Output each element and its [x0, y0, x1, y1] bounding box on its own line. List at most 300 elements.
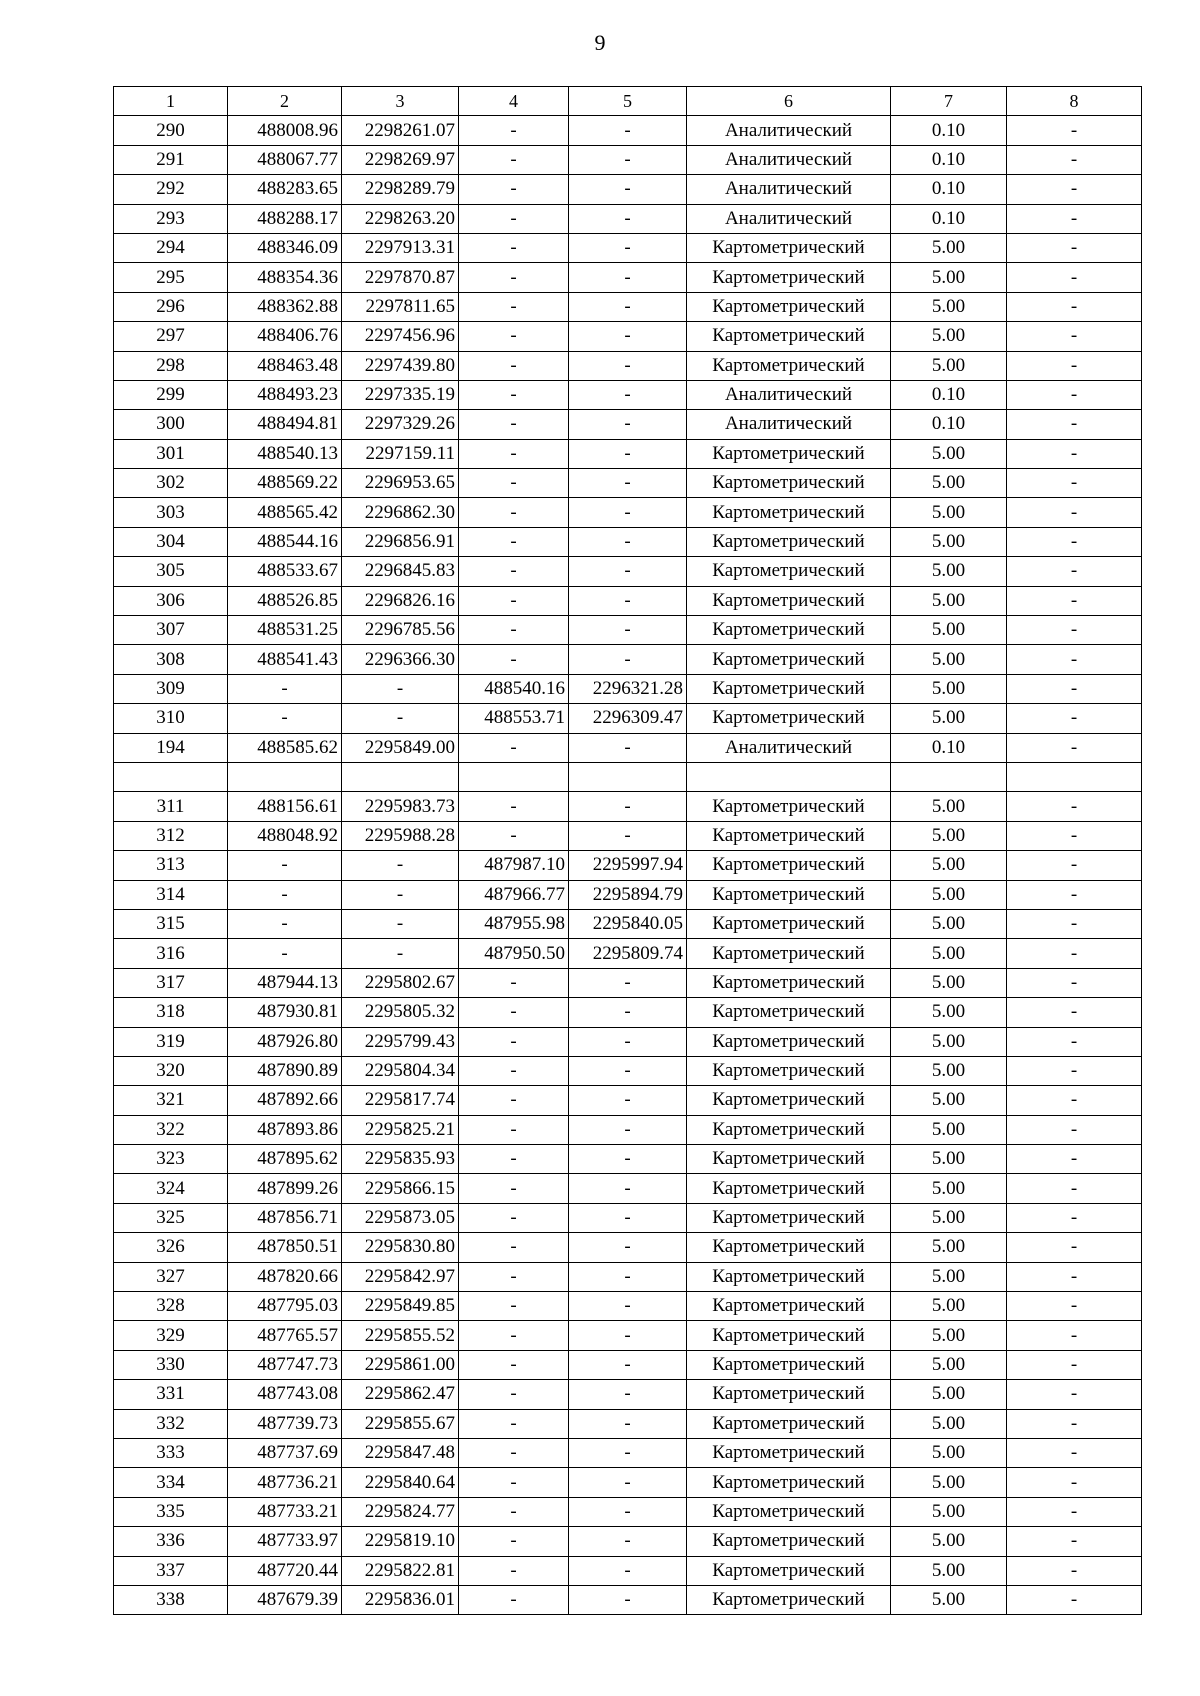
table-cell-col-7: [891, 762, 1007, 791]
table-cell-col-8: -: [1007, 1145, 1142, 1174]
table-row: [114, 1145, 1142, 1174]
table-cell-col-3: 2295849.85: [342, 1292, 459, 1321]
table-cell-col-2: 487765.57: [228, 1321, 342, 1350]
table-cell-col-2: 488067.77: [228, 145, 342, 174]
table-cell-col-5: -: [569, 616, 687, 645]
table-row: [114, 1086, 1142, 1115]
table-row: [114, 1321, 1142, 1350]
table-cell-col-8: -: [1007, 1203, 1142, 1232]
table-cell-col-3: -: [342, 880, 459, 909]
table-cell-col-6: Картометрический: [687, 851, 891, 880]
table-cell-col-2: 487944.13: [228, 968, 342, 997]
table-row: [114, 645, 1142, 674]
table-cell-col-2: 487736.21: [228, 1468, 342, 1497]
table-cell-col-5: -: [569, 380, 687, 409]
table-cell-col-3: 2295849.00: [342, 733, 459, 762]
table-cell-col-6: Картометрический: [687, 292, 891, 321]
table-cell-col-5: -: [569, 1438, 687, 1467]
table-cell-col-5: -: [569, 204, 687, 233]
table-cell-col-3: -: [342, 909, 459, 938]
table-cell-col-2: 487737.69: [228, 1438, 342, 1467]
table-row: [114, 792, 1142, 821]
table-cell-col-7: 0.10: [891, 204, 1007, 233]
table-cell-col-1: 309: [114, 674, 228, 703]
table-cell-col-6: Картометрический: [687, 439, 891, 468]
table-cell-col-7: 5.00: [891, 586, 1007, 615]
table-cell-col-8: -: [1007, 116, 1142, 145]
table-cell-col-7: 5.00: [891, 322, 1007, 351]
table-cell-col-4: -: [459, 410, 569, 439]
table-cell-col-3: -: [342, 674, 459, 703]
column-header-8: 8: [1007, 87, 1142, 116]
column-header-7: 7: [891, 87, 1007, 116]
table-cell-col-3: 2295855.52: [342, 1321, 459, 1350]
table-cell-col-7: 5.00: [891, 1438, 1007, 1467]
table-cell-col-2: 487856.71: [228, 1203, 342, 1232]
table-cell-col-4: -: [459, 292, 569, 321]
table-cell-col-1: 295: [114, 263, 228, 292]
table-cell-col-7: 5.00: [891, 1086, 1007, 1115]
table-cell-col-6: Картометрический: [687, 616, 891, 645]
table-cell-col-6: Аналитический: [687, 116, 891, 145]
table-cell-col-8: -: [1007, 469, 1142, 498]
column-header-1: 1: [114, 87, 228, 116]
table-cell-col-7: 5.00: [891, 1174, 1007, 1203]
table-cell-col-7: 5.00: [891, 557, 1007, 586]
table-cell-col-7: 5.00: [891, 1321, 1007, 1350]
table-cell-col-8: -: [1007, 1409, 1142, 1438]
table-cell-col-6: Аналитический: [687, 145, 891, 174]
table-row: [114, 233, 1142, 262]
table-cell-col-3: -: [342, 939, 459, 968]
table-cell-col-8: -: [1007, 733, 1142, 762]
coordinates-table: [113, 86, 1142, 1615]
table-row: [114, 1409, 1142, 1438]
table-cell-col-2: 488541.43: [228, 645, 342, 674]
table-row: [114, 880, 1142, 909]
table-cell-col-2: -: [228, 851, 342, 880]
table-cell-col-7: 5.00: [891, 1145, 1007, 1174]
table-cell-col-3: 2295847.48: [342, 1438, 459, 1467]
table-cell-col-8: -: [1007, 263, 1142, 292]
table-cell-col-5: -: [569, 1174, 687, 1203]
table-cell-col-6: Картометрический: [687, 1115, 891, 1144]
table-cell-col-5: [569, 762, 687, 791]
table-cell-col-3: 2296826.16: [342, 586, 459, 615]
table-header-row: [114, 87, 1142, 116]
table-cell-col-3: 2295842.97: [342, 1262, 459, 1291]
table-cell-col-3: 2298263.20: [342, 204, 459, 233]
table-row: [114, 439, 1142, 468]
table-cell-col-4: -: [459, 1409, 569, 1438]
table-cell-col-6: Картометрический: [687, 1556, 891, 1585]
table-cell-col-7: 5.00: [891, 1497, 1007, 1526]
table-cell-col-1: 335: [114, 1497, 228, 1526]
table-cell-col-8: -: [1007, 1527, 1142, 1556]
table-cell-col-8: -: [1007, 1438, 1142, 1467]
table-cell-col-3: 2295799.43: [342, 1027, 459, 1056]
table-row: [114, 145, 1142, 174]
table-cell-col-2: 488048.92: [228, 821, 342, 850]
table-row: [114, 1497, 1142, 1526]
table-cell-col-2: -: [228, 880, 342, 909]
table-cell-col-8: -: [1007, 586, 1142, 615]
page-number: 9: [594, 30, 606, 55]
table-cell-col-2: 487820.66: [228, 1262, 342, 1291]
table-cell-col-5: -: [569, 116, 687, 145]
table-cell-col-1: 322: [114, 1115, 228, 1144]
table-cell-col-2: 488540.13: [228, 439, 342, 468]
table-cell-col-5: -: [569, 351, 687, 380]
table-cell-col-2: 487890.89: [228, 1056, 342, 1085]
table-cell-col-1: 316: [114, 939, 228, 968]
table-cell-col-3: 2295862.47: [342, 1380, 459, 1409]
table-cell-col-5: -: [569, 1115, 687, 1144]
table-cell-col-3: 2298261.07: [342, 116, 459, 145]
table-cell-col-6: Аналитический: [687, 380, 891, 409]
table-cell-col-6: Картометрический: [687, 1056, 891, 1085]
table-cell-col-3: 2296785.56: [342, 616, 459, 645]
table-cell-col-8: -: [1007, 821, 1142, 850]
table-cell-col-2: 488494.81: [228, 410, 342, 439]
table-row: [114, 351, 1142, 380]
table-cell-col-8: -: [1007, 792, 1142, 821]
table-cell-col-5: -: [569, 1027, 687, 1056]
table-cell-col-8: -: [1007, 1380, 1142, 1409]
table-row: [114, 939, 1142, 968]
table-cell-col-7: 5.00: [891, 292, 1007, 321]
table-cell-col-6: Картометрический: [687, 1527, 891, 1556]
table-cell-col-5: -: [569, 233, 687, 262]
table-cell-col-3: 2295825.21: [342, 1115, 459, 1144]
table-cell-col-1: 312: [114, 821, 228, 850]
table-cell-col-3: 2295855.67: [342, 1409, 459, 1438]
table-row: [114, 1174, 1142, 1203]
table-row: [114, 263, 1142, 292]
table-cell-col-2: 487850.51: [228, 1233, 342, 1262]
table-cell-col-2: 487926.80: [228, 1027, 342, 1056]
table-cell-col-5: -: [569, 733, 687, 762]
table-cell-col-1: 305: [114, 557, 228, 586]
table-row: [114, 1380, 1142, 1409]
table-cell-col-5: -: [569, 1321, 687, 1350]
table-cell-col-1: [114, 762, 228, 791]
table-cell-col-3: 2297870.87: [342, 263, 459, 292]
table-row: [114, 998, 1142, 1027]
table-cell-col-6: Картометрический: [687, 792, 891, 821]
table-row: [114, 1056, 1142, 1085]
table-cell-col-2: 488569.22: [228, 469, 342, 498]
table-cell-col-1: 327: [114, 1262, 228, 1291]
table-cell-col-7: 5.00: [891, 616, 1007, 645]
table-cell-col-8: -: [1007, 880, 1142, 909]
table-cell-col-5: -: [569, 1145, 687, 1174]
table-cell-col-5: -: [569, 1468, 687, 1497]
table-cell-col-4: -: [459, 380, 569, 409]
table-cell-col-2: [228, 762, 342, 791]
table-cell-col-1: 313: [114, 851, 228, 880]
table-cell-col-1: 308: [114, 645, 228, 674]
table-cell-col-5: 2296309.47: [569, 704, 687, 733]
table-cell-col-7: 0.10: [891, 175, 1007, 204]
table-cell-col-4: -: [459, 1321, 569, 1350]
table-cell-col-5: -: [569, 968, 687, 997]
table-cell-col-6: Картометрический: [687, 1027, 891, 1056]
table-row: [114, 1350, 1142, 1379]
table-cell-col-8: -: [1007, 1468, 1142, 1497]
table-row: [114, 1438, 1142, 1467]
table-cell-col-7: 5.00: [891, 909, 1007, 938]
table-cell-col-8: -: [1007, 704, 1142, 733]
table-cell-col-1: 310: [114, 704, 228, 733]
table-cell-col-5: -: [569, 645, 687, 674]
table-cell-col-6: Картометрический: [687, 1203, 891, 1232]
table-cell-col-3: 2295840.64: [342, 1468, 459, 1497]
table-cell-col-7: 5.00: [891, 968, 1007, 997]
table-cell-col-5: -: [569, 498, 687, 527]
table-cell-col-4: 487966.77: [459, 880, 569, 909]
table-cell-col-1: 307: [114, 616, 228, 645]
table-row: [114, 380, 1142, 409]
table-row: [114, 762, 1142, 791]
table-row: [114, 498, 1142, 527]
table-cell-col-8: -: [1007, 968, 1142, 997]
table-cell-col-1: 337: [114, 1556, 228, 1585]
table-cell-col-8: -: [1007, 1262, 1142, 1291]
table-cell-col-4: [459, 762, 569, 791]
table-cell-col-6: Картометрический: [687, 880, 891, 909]
table-cell-col-2: -: [228, 674, 342, 703]
table-cell-col-7: 5.00: [891, 351, 1007, 380]
table-cell-col-2: 488362.88: [228, 292, 342, 321]
table-cell-col-3: 2295819.10: [342, 1527, 459, 1556]
table-cell-col-6: Аналитический: [687, 410, 891, 439]
table-cell-col-5: -: [569, 998, 687, 1027]
table-cell-col-5: -: [569, 322, 687, 351]
table-cell-col-7: 5.00: [891, 851, 1007, 880]
table-cell-col-3: -: [342, 851, 459, 880]
table-cell-col-7: 5.00: [891, 1027, 1007, 1056]
table-cell-col-2: 487733.97: [228, 1527, 342, 1556]
table-cell-col-3: 2295988.28: [342, 821, 459, 850]
column-header-2: 2: [228, 87, 342, 116]
table-cell-col-1: 292: [114, 175, 228, 204]
table-cell-col-2: 487899.26: [228, 1174, 342, 1203]
table-cell-col-5: -: [569, 586, 687, 615]
table-cell-col-8: -: [1007, 939, 1142, 968]
column-header-6: 6: [687, 87, 891, 116]
table-cell-col-3: 2295824.77: [342, 1497, 459, 1526]
table-cell-col-2: -: [228, 939, 342, 968]
table-cell-col-6: Картометрический: [687, 909, 891, 938]
table-row: [114, 586, 1142, 615]
table-cell-col-6: Картометрический: [687, 674, 891, 703]
table-cell-col-1: 319: [114, 1027, 228, 1056]
table-cell-col-3: [342, 762, 459, 791]
table-cell-col-3: 2295830.80: [342, 1233, 459, 1262]
table-cell-col-6: Картометрический: [687, 263, 891, 292]
table-cell-col-2: 487892.66: [228, 1086, 342, 1115]
table-cell-col-6: Картометрический: [687, 704, 891, 733]
table-cell-col-8: -: [1007, 527, 1142, 556]
table-cell-col-3: 2296862.30: [342, 498, 459, 527]
table-cell-col-4: -: [459, 351, 569, 380]
table-cell-col-3: 2297811.65: [342, 292, 459, 321]
table-cell-col-4: 487950.50: [459, 939, 569, 968]
table-cell-col-7: 0.10: [891, 733, 1007, 762]
table-cell-col-2: 487893.86: [228, 1115, 342, 1144]
table-cell-col-4: -: [459, 1086, 569, 1115]
table-cell-col-7: 5.00: [891, 792, 1007, 821]
table-cell-col-6: Картометрический: [687, 498, 891, 527]
table-cell-col-5: -: [569, 1056, 687, 1085]
table-row: [114, 909, 1142, 938]
table-cell-col-2: 488288.17: [228, 204, 342, 233]
table-cell-col-8: -: [1007, 1056, 1142, 1085]
table-cell-col-5: -: [569, 1203, 687, 1232]
table-cell-col-4: -: [459, 1468, 569, 1497]
table-cell-col-1: 325: [114, 1203, 228, 1232]
table-cell-col-3: 2295983.73: [342, 792, 459, 821]
table-cell-col-7: 5.00: [891, 1115, 1007, 1144]
table-cell-col-2: 488585.62: [228, 733, 342, 762]
table-cell-col-8: -: [1007, 322, 1142, 351]
table-cell-col-6: Картометрический: [687, 1409, 891, 1438]
table-cell-col-1: 328: [114, 1292, 228, 1321]
table-cell-col-5: 2295840.05: [569, 909, 687, 938]
table-cell-col-2: 488526.85: [228, 586, 342, 615]
table-row: [114, 1233, 1142, 1262]
table-cell-col-4: -: [459, 1497, 569, 1526]
table-cell-col-7: 5.00: [891, 998, 1007, 1027]
table-cell-col-4: -: [459, 1380, 569, 1409]
table-cell-col-1: 321: [114, 1086, 228, 1115]
table-cell-col-4: -: [459, 469, 569, 498]
table-cell-col-6: [687, 762, 891, 791]
table-cell-col-6: Картометрический: [687, 1233, 891, 1262]
table-cell-col-3: 2297456.96: [342, 322, 459, 351]
table-cell-col-1: 311: [114, 792, 228, 821]
table-cell-col-7: 5.00: [891, 1409, 1007, 1438]
table-cell-col-6: Картометрический: [687, 1468, 891, 1497]
table-cell-col-6: Картометрический: [687, 1321, 891, 1350]
table-cell-col-7: 5.00: [891, 1262, 1007, 1291]
table-cell-col-5: 2296321.28: [569, 674, 687, 703]
table-cell-col-7: 5.00: [891, 1556, 1007, 1585]
table-cell-col-1: 294: [114, 233, 228, 262]
table-row: [114, 733, 1142, 762]
table-cell-col-3: 2297159.11: [342, 439, 459, 468]
table-cell-col-8: -: [1007, 1497, 1142, 1526]
table-cell-col-7: 0.10: [891, 116, 1007, 145]
table-cell-col-6: Картометрический: [687, 527, 891, 556]
table-cell-col-6: Картометрический: [687, 1292, 891, 1321]
table-cell-col-8: -: [1007, 674, 1142, 703]
table-cell-col-7: 5.00: [891, 821, 1007, 850]
table-row: [114, 1585, 1142, 1614]
table-cell-col-1: 297: [114, 322, 228, 351]
table-cell-col-8: -: [1007, 351, 1142, 380]
table-row: [114, 175, 1142, 204]
table-cell-col-5: 2295894.79: [569, 880, 687, 909]
table-cell-col-4: -: [459, 1203, 569, 1232]
table-cell-col-4: -: [459, 792, 569, 821]
table-cell-col-7: 5.00: [891, 1585, 1007, 1614]
table-cell-col-7: 5.00: [891, 439, 1007, 468]
table-cell-col-5: -: [569, 439, 687, 468]
table-cell-col-1: 318: [114, 998, 228, 1027]
table-cell-col-5: -: [569, 1086, 687, 1115]
table-cell-col-8: -: [1007, 1321, 1142, 1350]
table-cell-col-8: -: [1007, 233, 1142, 262]
table-cell-col-4: -: [459, 1585, 569, 1614]
table-cell-col-1: 291: [114, 145, 228, 174]
table-cell-col-3: 2295861.00: [342, 1350, 459, 1379]
table-cell-col-1: 301: [114, 439, 228, 468]
table-cell-col-5: -: [569, 469, 687, 498]
table-cell-col-4: 487955.98: [459, 909, 569, 938]
table-cell-col-4: -: [459, 1174, 569, 1203]
table-cell-col-3: 2295835.93: [342, 1145, 459, 1174]
table-cell-col-7: 5.00: [891, 233, 1007, 262]
table-cell-col-2: 488463.48: [228, 351, 342, 380]
table-cell-col-5: -: [569, 292, 687, 321]
table-cell-col-5: 2295997.94: [569, 851, 687, 880]
table-cell-col-1: 293: [114, 204, 228, 233]
table-cell-col-1: 290: [114, 116, 228, 145]
table-cell-col-7: 5.00: [891, 1056, 1007, 1085]
table-cell-col-1: 324: [114, 1174, 228, 1203]
table-cell-col-7: 5.00: [891, 1380, 1007, 1409]
table-cell-col-1: 323: [114, 1145, 228, 1174]
table-cell-col-3: 2296856.91: [342, 527, 459, 556]
table-cell-col-2: 487743.08: [228, 1380, 342, 1409]
table-cell-col-4: -: [459, 233, 569, 262]
table-cell-col-8: -: [1007, 1556, 1142, 1585]
table-cell-col-7: 5.00: [891, 1468, 1007, 1497]
table-cell-col-7: 5.00: [891, 880, 1007, 909]
table-cell-col-3: 2295817.74: [342, 1086, 459, 1115]
table-cell-col-5: -: [569, 1527, 687, 1556]
table-cell-col-3: 2295836.01: [342, 1585, 459, 1614]
table-cell-col-7: 5.00: [891, 1203, 1007, 1232]
table-cell-col-8: -: [1007, 498, 1142, 527]
table-cell-col-2: 488008.96: [228, 116, 342, 145]
table-cell-col-6: Картометрический: [687, 968, 891, 997]
table-cell-col-2: 488283.65: [228, 175, 342, 204]
table-cell-col-5: 2295809.74: [569, 939, 687, 968]
table-cell-col-4: 487987.10: [459, 851, 569, 880]
table-cell-col-4: -: [459, 1145, 569, 1174]
table-cell-col-8: -: [1007, 1233, 1142, 1262]
table-cell-col-4: -: [459, 116, 569, 145]
table-cell-col-6: Картометрический: [687, 1174, 891, 1203]
table-body: [114, 87, 1142, 1615]
table-cell-col-2: 487739.73: [228, 1409, 342, 1438]
column-header-5: 5: [569, 87, 687, 116]
table-cell-col-4: -: [459, 439, 569, 468]
table-cell-col-6: Картометрический: [687, 1438, 891, 1467]
table-cell-col-4: -: [459, 1350, 569, 1379]
table-row: [114, 292, 1142, 321]
table-cell-col-7: 0.10: [891, 380, 1007, 409]
table-cell-col-2: 487795.03: [228, 1292, 342, 1321]
table-cell-col-4: -: [459, 1233, 569, 1262]
table-row: [114, 674, 1142, 703]
table-row: [114, 527, 1142, 556]
table-cell-col-5: -: [569, 1233, 687, 1262]
table-cell-col-2: 487895.62: [228, 1145, 342, 1174]
